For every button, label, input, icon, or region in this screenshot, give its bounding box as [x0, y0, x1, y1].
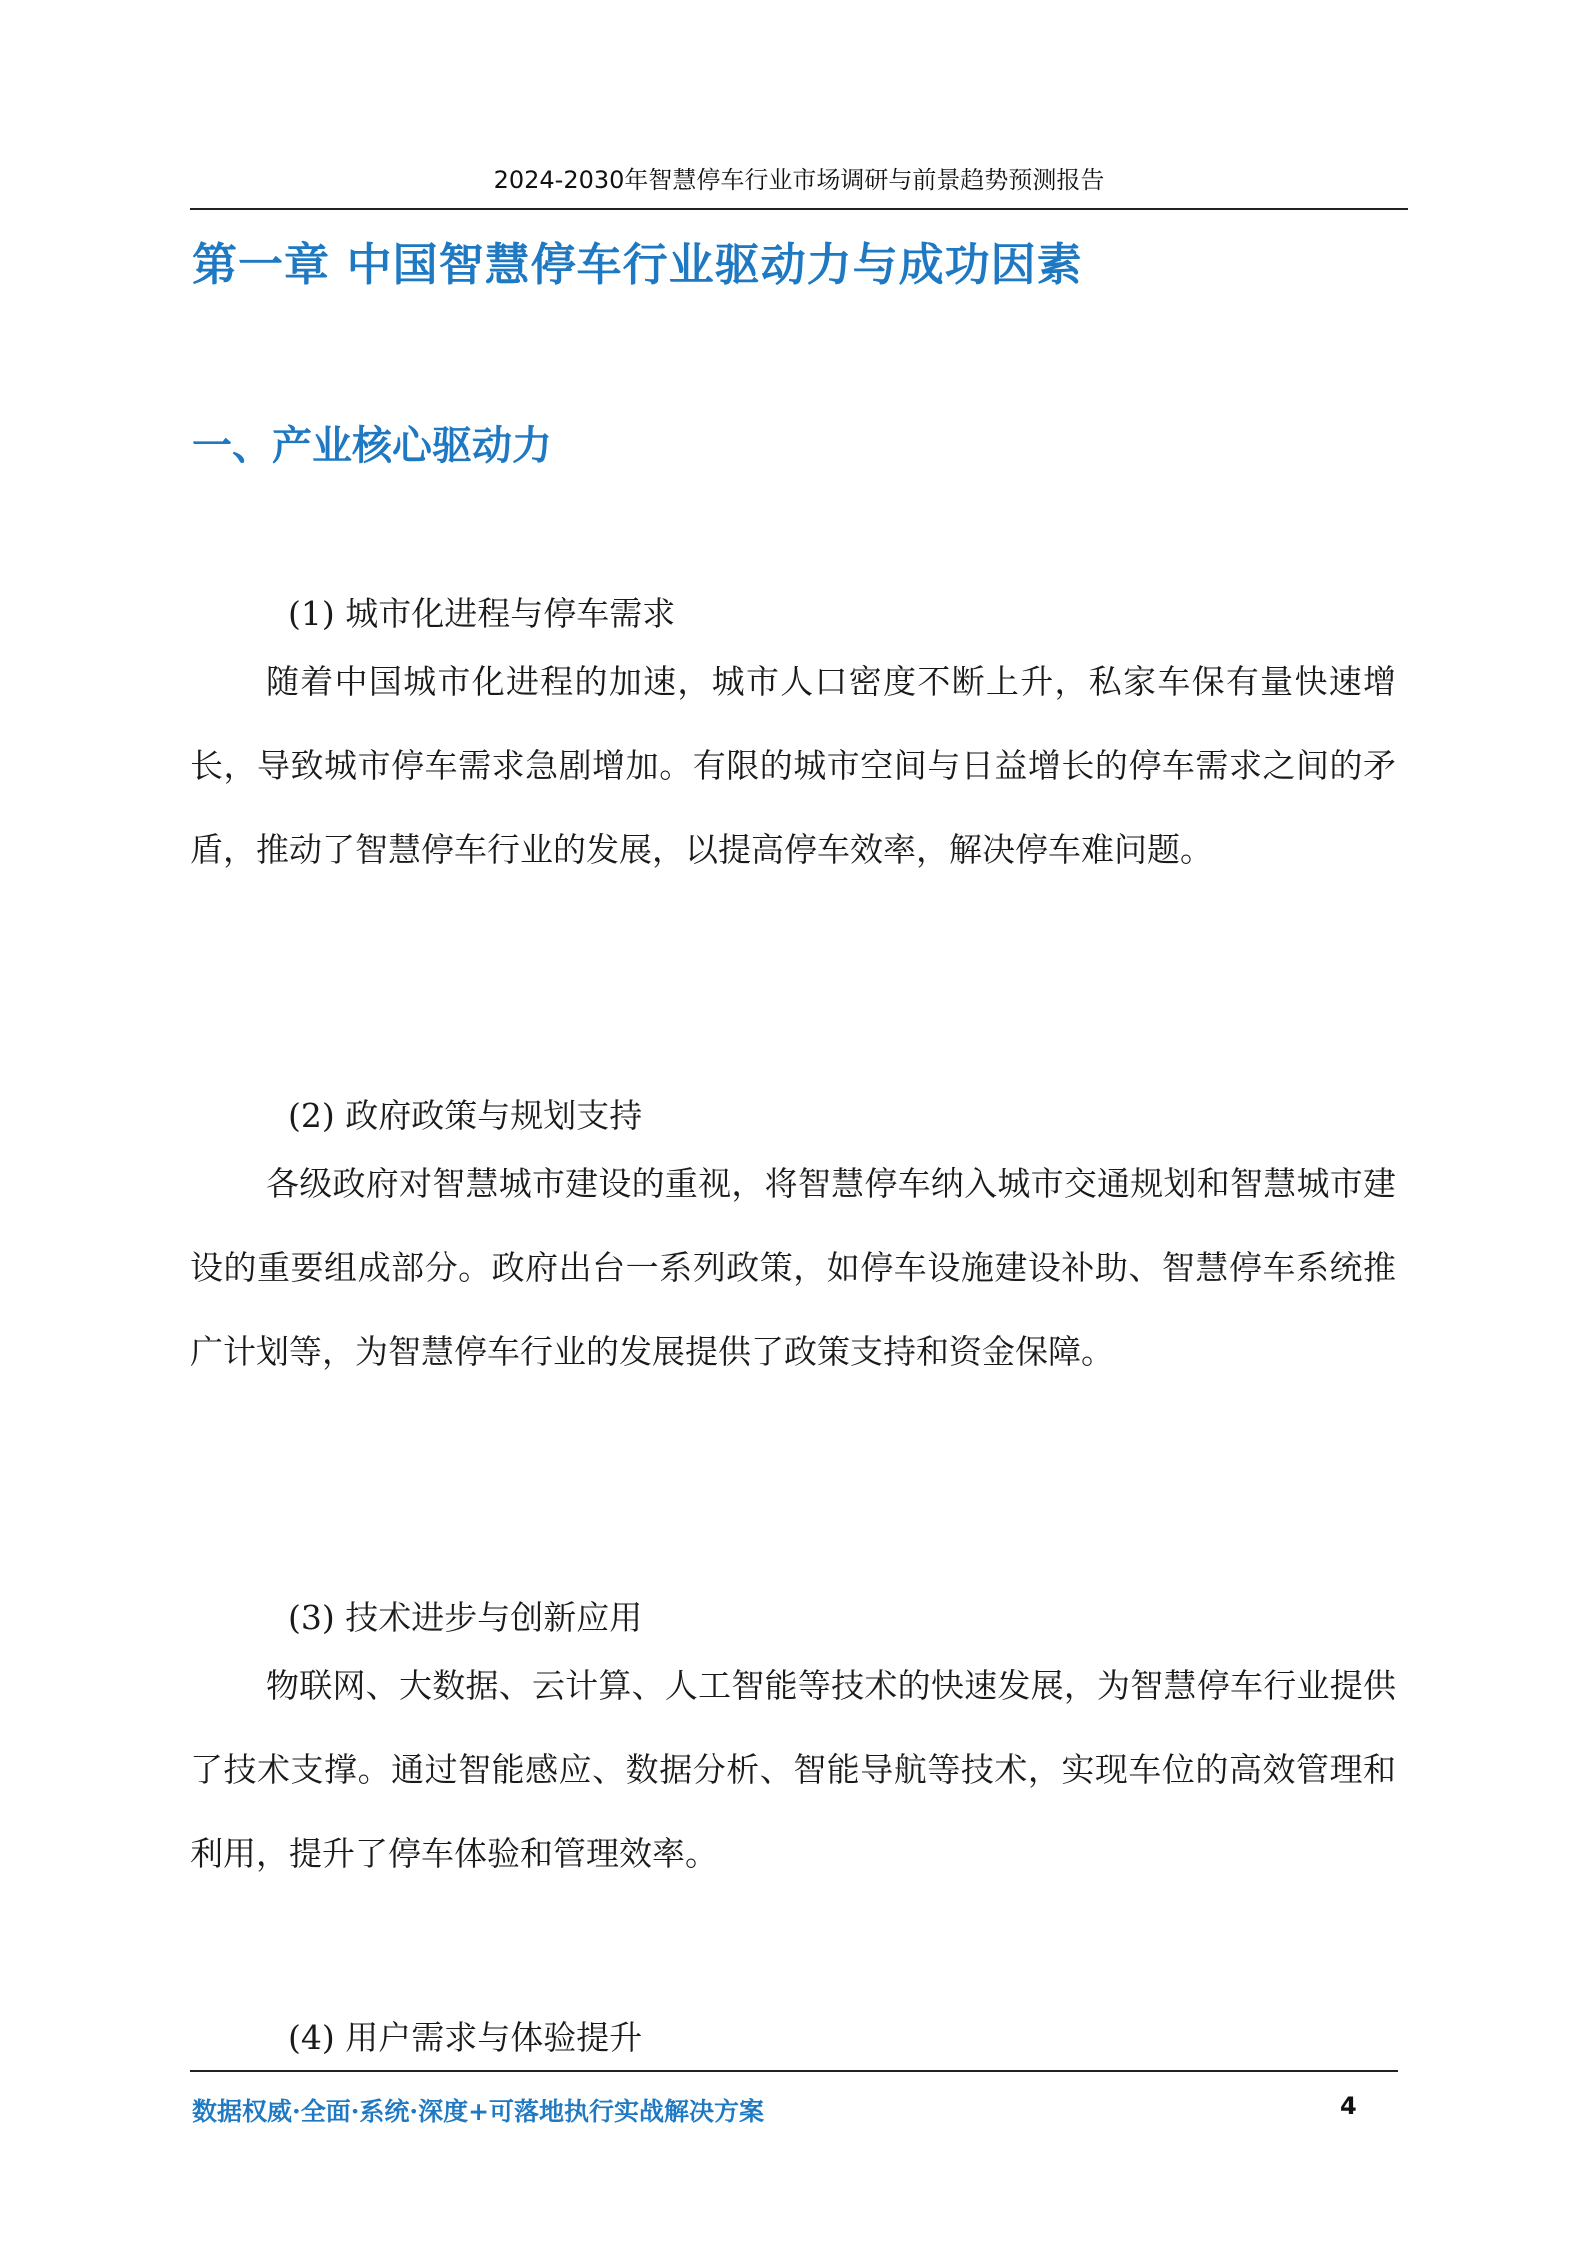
paragraph-3: 物联网、大数据、云计算、人工智能等技术的快速发展，为智慧停车行业提供了技术支撑。通过智能感应、数据分析、智能导航等技术，实现车位的高效管理和利用，提升了停车体验和管理效率。 [190, 1666, 1396, 1873]
page-number: 4 [1340, 2092, 1357, 2120]
footer-slogan: 数据权威·全面·系统·深度+可落地执行实战解决方案 [192, 2097, 765, 2126]
subheading-3: (3) 技术进步与创新应用 [288, 1598, 643, 1637]
header-divider [190, 208, 1408, 210]
chapter-title: 第一章 中国智慧停车行业驱动力与成功因素 [192, 238, 1083, 291]
page-header-title: 2024-2030年智慧停车行业市场调研与前景趋势预测报告 [493, 166, 1105, 194]
paragraph-2: 各级政府对智慧城市建设的重视，将智慧停车纳入城市交通规划和智慧城市建设的重要组成部分。政府出台一系列政策，如停车设施建设补助、智慧停车系统推广计划等，为智慧停车行业的发展提供了政策支持和资金保障。 [190, 1164, 1396, 1371]
section-title: 一、产业核心驱动力 [192, 423, 552, 469]
paragraph-1: 随着中国城市化进程的加速，城市人口密度不断上升，私家车保有量快速增长，导致城市停车需求急剧增加。有限的城市空间与日益增长的停车需求之间的矛盾，推动了智慧停车行业的发展，以提高停车效率，解决停车难问题。 [190, 662, 1396, 869]
subheading-1: (1) 城市化进程与停车需求 [288, 594, 676, 633]
subheading-2: (2) 政府政策与规划支持 [288, 1096, 643, 1135]
footer-divider [190, 2070, 1398, 2072]
subheading-4: (4) 用户需求与体验提升 [288, 2018, 643, 2057]
